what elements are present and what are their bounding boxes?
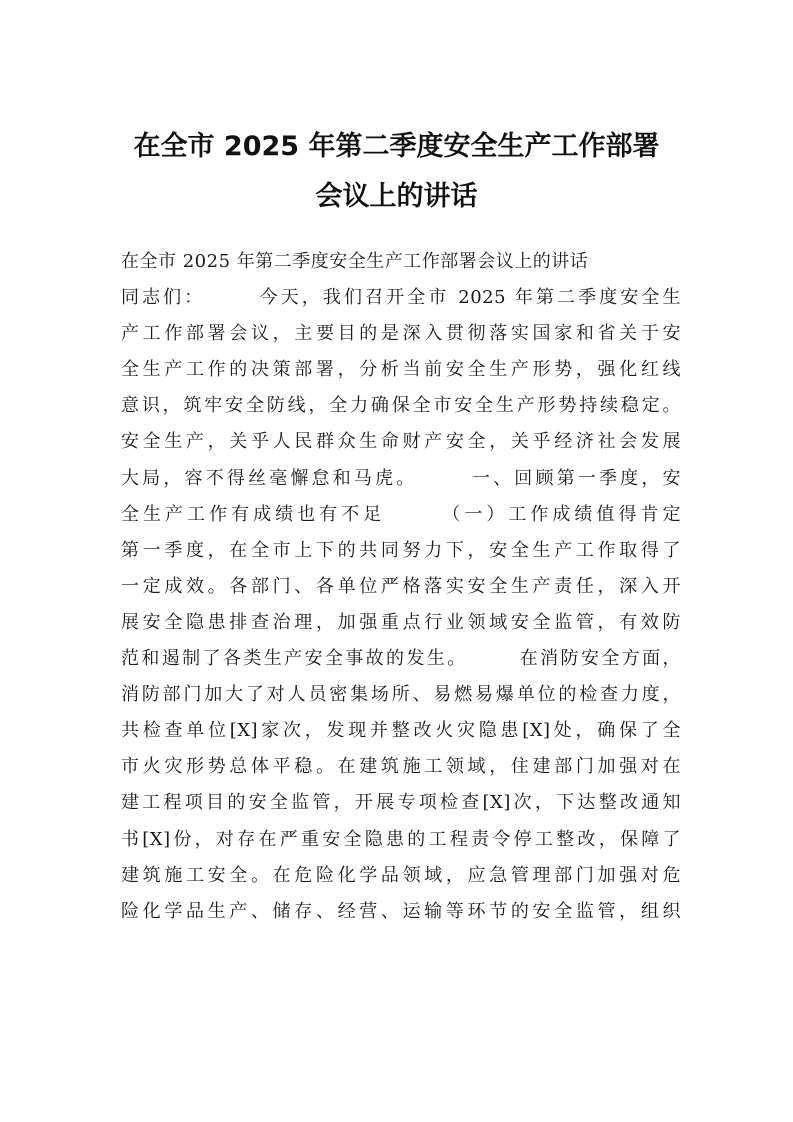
document-body bbox=[121, 244, 681, 930]
body-line: 建筑施工安全。在危险化学品领域，应急管理部门加强对危 bbox=[121, 864, 681, 886]
body-line: 产工作部署会议，主要目的是深入贯彻落实国家和省关于安 bbox=[121, 323, 681, 345]
body-line: 一定成效。各部门、各单位严格落实安全生产责任，深入开 bbox=[121, 575, 681, 597]
body-line: 展安全隐患排查治理，加强重点行业领域安全监管，有效防 bbox=[121, 611, 681, 633]
body-line: 建工程项目的安全监管，开展专项检查[X]次，下达整改通知 bbox=[121, 792, 681, 814]
body-line: 大局，容不得丝毫懈怠和马虎。 一、回顾第一季度，安 bbox=[121, 467, 681, 489]
body-line: 险化学品生产、储存、经营、运输等环节的安全监管，组织 bbox=[121, 900, 681, 922]
body-line: 书[X]份，对存在严重安全隐患的工程责令停工整改，保障了 bbox=[121, 828, 681, 850]
body-line: 在全市 2025 年第二季度安全生产工作部署会议上的讲话 bbox=[121, 251, 589, 272]
body-line: 全生产工作的决策部署，分析当前安全生产形势，强化红线 bbox=[121, 359, 681, 381]
document-title bbox=[100, 122, 693, 222]
body-line: 意识，筑牢安全防线，全力确保全市安全生产形势持续稳定。 bbox=[121, 395, 681, 417]
body-line: 安全生产，关乎人民群众生命财产安全，关乎经济社会发展 bbox=[121, 431, 681, 453]
title-line: 在全市 2025 年第二季度安全生产工作部署 bbox=[133, 131, 660, 162]
body-line: 范和遏制了各类生产安全事故的发生。 在消防安全方面， bbox=[121, 648, 681, 670]
body-line: 市火灾形势总体平稳。在建筑施工领域，住建部门加强对在 bbox=[121, 756, 681, 778]
body-line: 共检查单位[X]家次，发现并整改火灾隐患[X]处，确保了全 bbox=[121, 720, 681, 742]
body-line: 第一季度，在全市上下的共同努力下，安全生产工作取得了 bbox=[121, 539, 681, 561]
title-line: 会议上的讲话 bbox=[315, 181, 478, 212]
body-line: 全生产工作有成绩也有不足 （一）工作成绩值得肯定 bbox=[121, 503, 681, 525]
body-line: 同志们： 今天，我们召开全市 2025 年第二季度安全生 bbox=[121, 287, 681, 309]
body-line: 消防部门加大了对人员密集场所、易燃易爆单位的检查力度， bbox=[121, 684, 681, 706]
